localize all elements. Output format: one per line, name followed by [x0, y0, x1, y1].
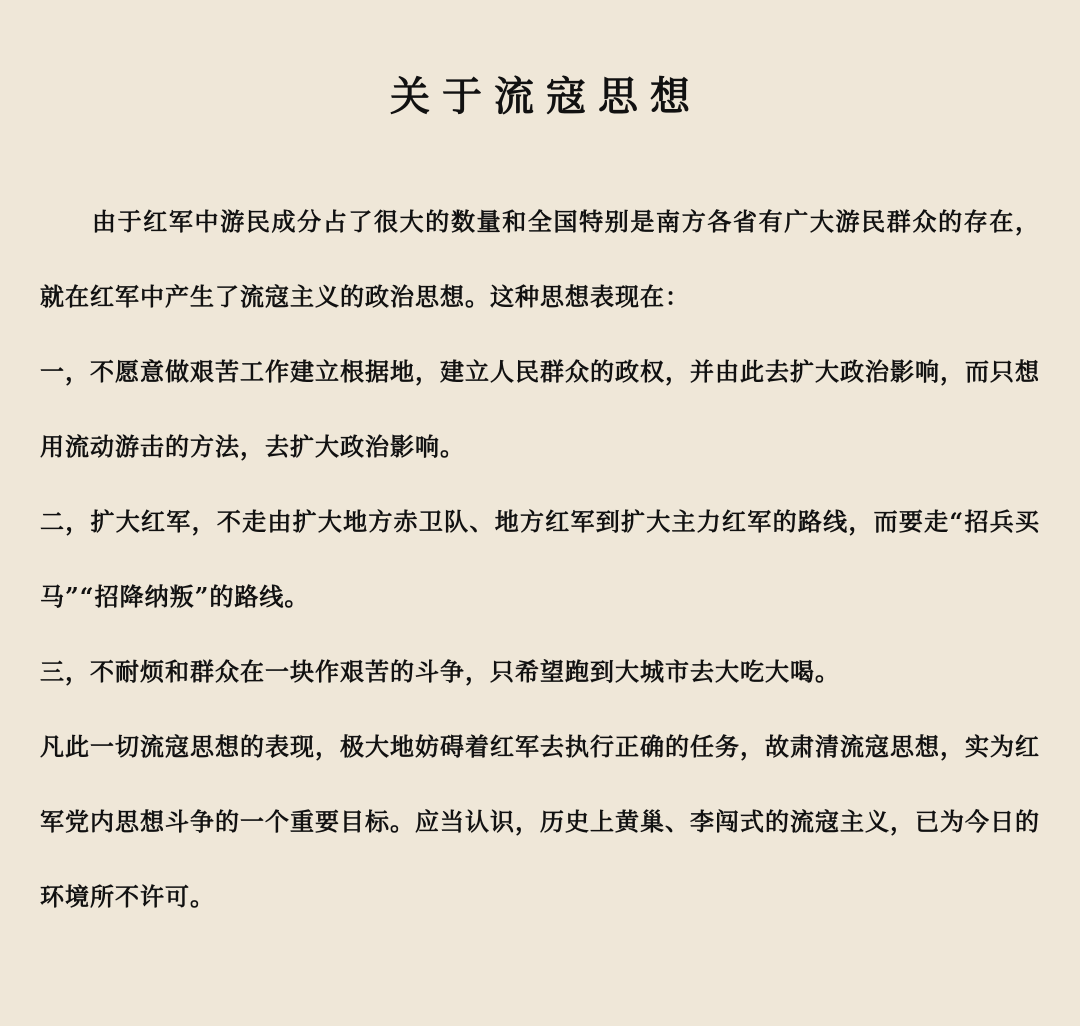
paragraph-point-one: 一，不愿意做艰苦工作建立根据地，建立人民群众的政权，并由此去扩大政治影响，而只想用流动游击的方法，去扩大政治影响。 [40, 357, 1040, 461]
paragraph-conclusion: 凡此一切流寇思想的表现，极大地妨碍着红军去执行正确的任务，故肃清流寇思想，实为红军党内思想斗争的一个重要目标。应当认识，历史上黄巢、李闯式的流寇主义，已为今日的环境所不许可。 [40, 732, 1040, 911]
paragraph-point-two: 二，扩大红军，不走由扩大地方赤卫队、地方红军到扩大主力红军的路线，而要走“招兵买马”“招降纳叛”的路线。 [40, 507, 1040, 611]
page-title: 关于流寇思想 [390, 73, 702, 120]
document-body [40, 184, 1040, 934]
paragraph-point-three: 三，不耐烦和群众在一块作艰苦的斗争，只希望跑到大城市去大吃大喝。 [40, 657, 840, 686]
paragraph-intro: 由于红军中游民成分占了很大的数量和全国特别是南方各省有广大游民群众的存在，就在红军中产生了流寇主义的政治思想。这种思想表现在： [40, 207, 1040, 311]
